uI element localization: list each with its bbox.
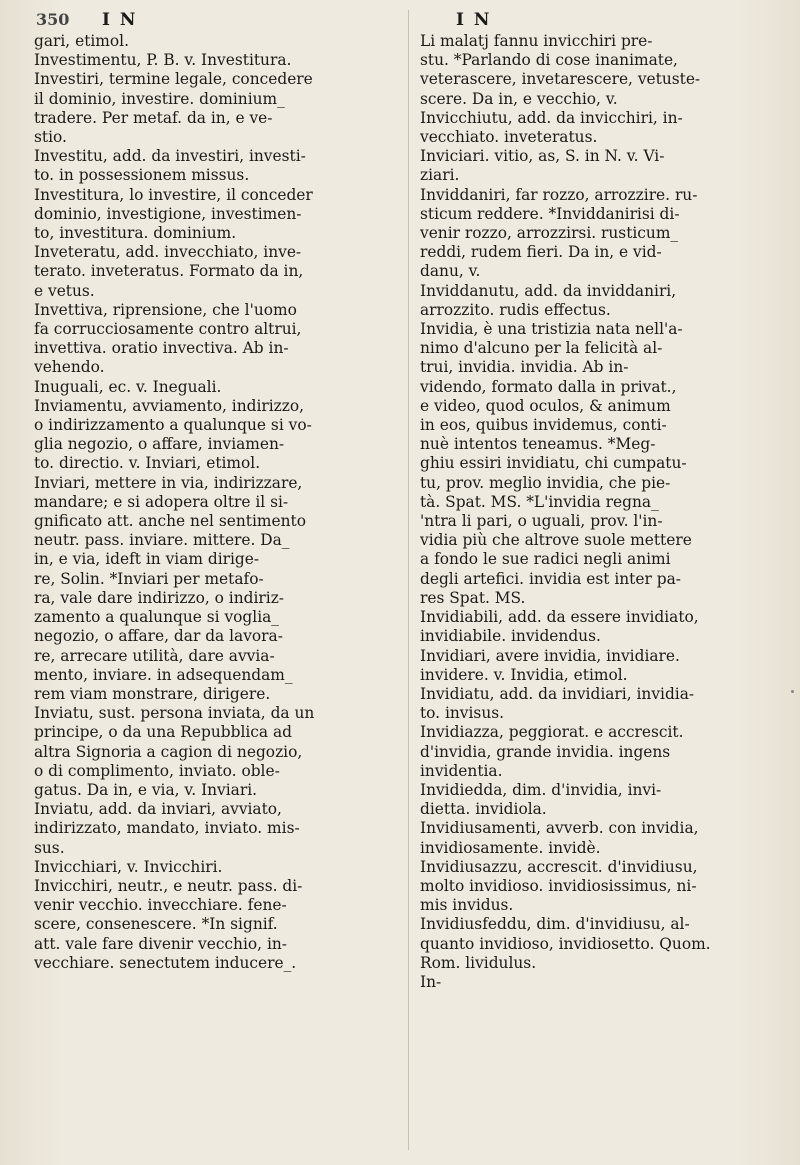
- text-line: Invettiva, riprensione, che l'uomo: [34, 300, 297, 319]
- text-line: vehendo.: [34, 358, 105, 377]
- text-line: Invicchiari, v. Invicchiri.: [34, 857, 223, 876]
- text-line: sticum reddere. *Inviddanirisi di-: [420, 204, 680, 223]
- text-line: degli artefici. invidia est inter pa-: [420, 569, 681, 588]
- left-column: [34, 32, 402, 973]
- text-line: mandare; e si adopera oltre il si-: [34, 492, 289, 511]
- text-line: neutr. pass. inviare. mittere. Da_: [34, 531, 290, 550]
- text-line: dominio, investigione, investimen-: [34, 204, 302, 223]
- text-line: Inviamentu, avviamento, indirizzo,: [34, 396, 305, 415]
- text-line: Inuguali, ec. v. Ineguali.: [34, 377, 222, 396]
- text-line: videndo, formato dalla in privat.,: [420, 377, 677, 396]
- text-line: arrozzito. rudis effectus.: [420, 300, 611, 319]
- text-line: invidiosamente. invidè.: [420, 838, 601, 857]
- text-line: venir vecchio. invecchiare. fene-: [34, 896, 287, 915]
- text-line: e vetus.: [34, 281, 95, 300]
- text-line: att. vale fare divenir vecchio, in-: [34, 934, 287, 953]
- text-line: to. in possessionem missus.: [34, 166, 250, 185]
- page-number: 350: [36, 10, 70, 29]
- text-line: rem viam monstrare, dirigere.: [34, 684, 271, 703]
- running-head-left: I N: [102, 10, 138, 30]
- text-line: Invidiari, avere invidia, invidiare.: [420, 646, 680, 665]
- text-line: trui, invidia. invidia. Ab in-: [420, 358, 629, 377]
- text-line: Inviari, mettere in via, indirizzare,: [34, 473, 303, 492]
- text-line: molto invidioso. invidiosissimus, ni-: [420, 876, 697, 895]
- text-line: to. directio. v. Inviari, etimol.: [34, 454, 261, 473]
- text-line: mis invidus.: [420, 896, 514, 915]
- text-line: Investimentu, P. B. v. Investitura.: [34, 51, 292, 70]
- text-line: 'ntra li pari, o uguali, prov. l'in-: [420, 512, 663, 531]
- text-line: Inviddaniri, far rozzo, arrozzire. ru-: [420, 185, 698, 204]
- text-line: Rom. lividulus.: [420, 953, 537, 972]
- text-line: tradere. Per metaf. da in, e ve-: [34, 108, 273, 127]
- text-line: Invidiusazzu, accrescit. d'invidiusu,: [420, 857, 698, 876]
- text-line: il dominio, investire. dominium_: [34, 89, 285, 108]
- text-line: re, Solin. *Inviari per metafo-: [34, 569, 264, 588]
- page-speck: [791, 690, 794, 693]
- text-line: gari, etimol.: [34, 32, 129, 50]
- text-line: Investitura, lo investire, il conceder: [34, 185, 313, 204]
- text-line: vecchiato. inveteratus.: [420, 128, 598, 147]
- text-line: re, arrecare utilità, dare avvia-: [34, 646, 275, 665]
- text-line: gatus. Da in, e via, v. Inviari.: [34, 780, 258, 799]
- text-line: dietta. invidiola.: [420, 800, 547, 819]
- text-line: danu, v.: [420, 262, 481, 281]
- text-line: e video, quod oculos, & animum: [420, 396, 671, 415]
- text-line: Invicchiri, neutr., e neutr. pass. di-: [34, 876, 303, 895]
- text-line: stio.: [34, 128, 67, 147]
- text-line: indirizzato, mandato, inviato. mis-: [34, 819, 300, 838]
- text-line: venir rozzo, arrozzirsi. rusticum_: [420, 224, 679, 243]
- text-line: in eos, quibus invidemus, conti-: [420, 416, 667, 435]
- text-line: gnificato att. anche nel sentimento: [34, 512, 306, 531]
- text-line: Inveteratu, add. invecchiato, inve-: [34, 243, 302, 262]
- text-line: mento, inviare. in adsequendam_: [34, 665, 293, 684]
- text-line: to. invisus.: [420, 704, 505, 723]
- text-line: invidere. v. Invidia, etimol.: [420, 665, 628, 684]
- text-line: Invicchiutu, add. da invicchiri, in-: [420, 108, 683, 127]
- text-line: glia negozio, o affare, inviamen-: [34, 435, 285, 454]
- text-line: terato. inveteratus. Formato da in,: [34, 262, 304, 281]
- text-line: Inviddanutu, add. da inviddaniri,: [420, 281, 677, 300]
- text-line: Li malatj fannu invicchiri pre-: [420, 32, 653, 50]
- text-line: Invidia, è una tristizia nata nell'a-: [420, 320, 683, 339]
- text-line: ra, vale dare indirizzo, o indiriz-: [34, 588, 285, 607]
- text-line: invettiva. oratio invectiva. Ab in-: [34, 339, 289, 358]
- text-line: sus.: [34, 838, 65, 857]
- text-line: scere, consenescere. *In signif.: [34, 915, 278, 934]
- text-line: Invidiazza, peggiorat. e accrescit.: [420, 723, 684, 742]
- text-line: tu, prov. meglio invidia, che pie-: [420, 473, 671, 492]
- text-line: zamento a qualunque si voglia_: [34, 608, 280, 627]
- text-line: veterascere, invetarescere, vetuste-: [420, 70, 701, 89]
- text-line: to, investitura. dominium.: [34, 224, 237, 243]
- text-line: Invidiusfeddu, dim. d'invidiusu, al-: [420, 915, 690, 934]
- text-line: tà. Spat. MS. *L'invidia regna_: [420, 492, 659, 511]
- text-line: invidiabile. invidendus.: [420, 627, 601, 646]
- text-line: Invidiusamenti, avverb. con invidia,: [420, 819, 699, 838]
- text-line: Invidiabili, add. da essere invidiato,: [420, 608, 699, 627]
- text-line: ghiu essiri invidiatu, chi cumpatu-: [420, 454, 687, 473]
- text-line: o di complimento, inviato. oble-: [34, 761, 280, 780]
- text-line: res Spat. MS.: [420, 588, 526, 607]
- text-line: negozio, o affare, dar da lavora-: [34, 627, 283, 646]
- running-head-right: I N: [456, 10, 492, 30]
- text-line: fa corrucciosamente contro altrui,: [34, 320, 302, 339]
- text-line: Inviatu, sust. persona inviata, da un: [34, 704, 315, 723]
- text-line: Invidiatu, add. da invidiari, invidia-: [420, 684, 695, 703]
- text-line: reddi, rudem fieri. Da in, e vid-: [420, 243, 662, 262]
- text-line: scere. Da in, e vecchio, v.: [420, 89, 618, 108]
- text-line: nuè intentos teneamus. *Meg-: [420, 435, 656, 454]
- text-line: altra Signoria a cagion di negozio,: [34, 742, 303, 761]
- text-line: vecchiare. senectutem inducere_.: [34, 953, 297, 972]
- text-line: vidia più che altrove suole mettere: [420, 531, 692, 550]
- text-line: stu. *Parlando di cose inanimate,: [420, 51, 678, 70]
- text-line: d'invidia, grande invidia. ingens: [420, 742, 671, 761]
- text-line: quanto invidioso, invidiosetto. Quom.: [420, 934, 711, 953]
- text-line: nimo d'alcuno per la felicità al-: [420, 339, 663, 358]
- text-line: Invidiedda, dim. d'invidia, invi-: [420, 780, 662, 799]
- text-line: Inviciari. vitio, as, S. in N. v. Vi-: [420, 147, 665, 166]
- text-line: In-: [420, 972, 442, 991]
- text-line: Investitu, add. da investiri, investi-: [34, 147, 306, 166]
- column-divider: [408, 10, 409, 1150]
- text-line: invidentia.: [420, 761, 503, 780]
- text-line: principe, o da una Repubblica ad: [34, 723, 293, 742]
- text-line: o indirizzamento a qualunque si vo-: [34, 416, 312, 435]
- text-line: Inviatu, add. da inviari, avviato,: [34, 800, 282, 819]
- right-column: [420, 32, 788, 992]
- text-line: a fondo le sue radici negli animi: [420, 550, 671, 569]
- text-line: in, e via, ideft in viam dirige-: [34, 550, 260, 569]
- text-line: ziari.: [420, 166, 460, 185]
- text-line: Investiri, termine legale, concedere: [34, 70, 313, 89]
